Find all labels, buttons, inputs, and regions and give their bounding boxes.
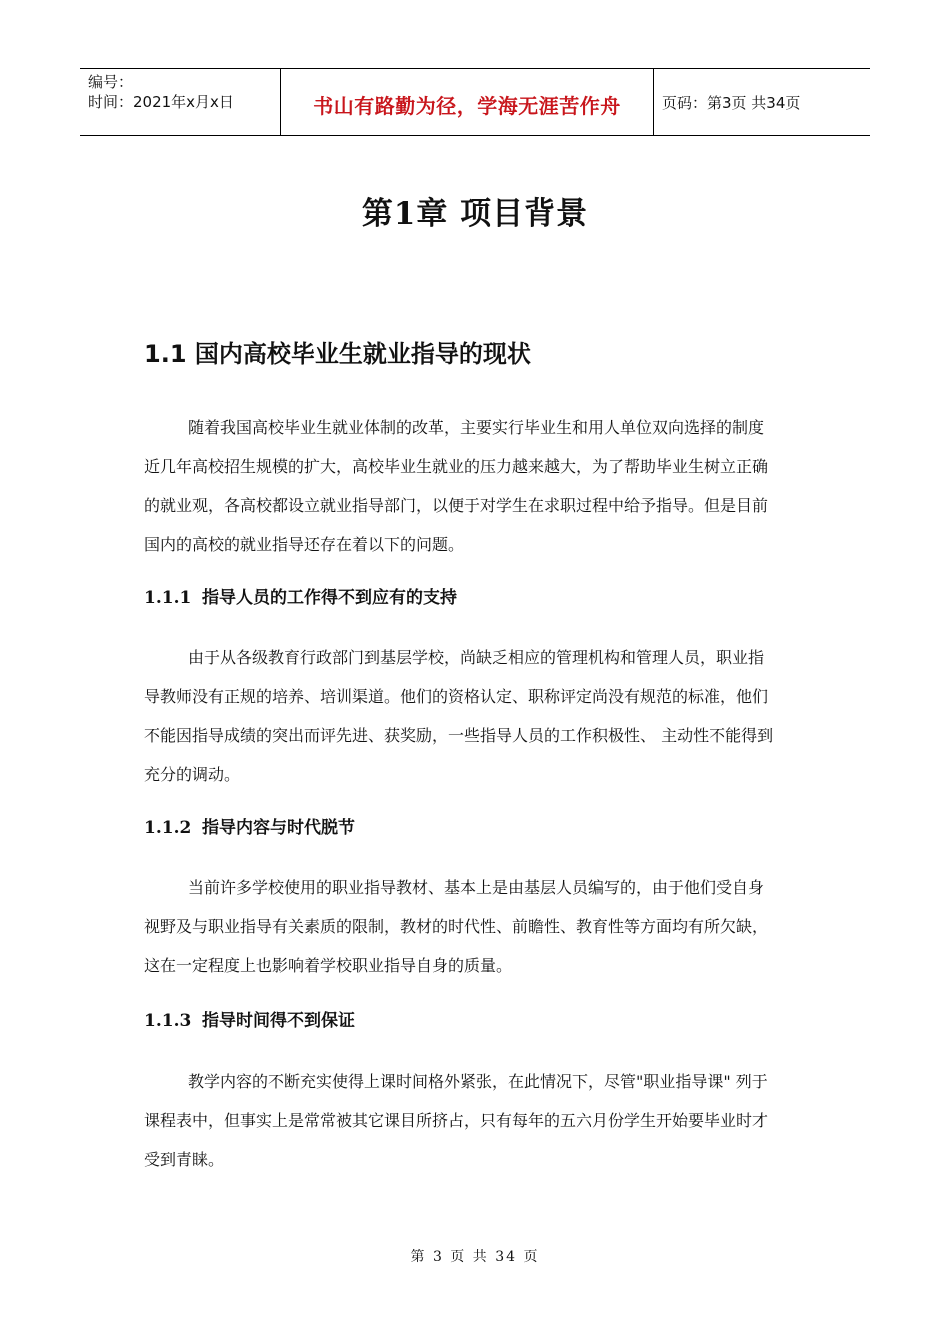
subsection-heading [144,1006,355,1031]
paragraph-line: 由于从各级教育行政部门到基层学校，尚缺乏相应的管理机构和管理人员，职业指 [188,648,765,667]
paragraph-line: 充分的调动。 [144,765,241,784]
section-title: 1.1 国内高校毕业生就业指导的现状 [144,340,531,368]
chapter-title: 第1章 项目背景 [361,196,589,232]
paragraph-line: 国内的高校的就业指导还存在着以下的问题。 [144,535,465,554]
header-motto: 书山有路勤为径，学海无涯苦作舟 [313,93,621,118]
paragraph-line: 视野及与职业指导有关素质的限制，教材的时代性、前瞻性、教育性等方面均有所欠缺， [144,917,769,936]
subsection-title: 指导时间得不到保证 [202,1011,355,1031]
subsection-heading [144,813,355,838]
paragraph-line: 这在一定程度上也影响着学校职业指导自身的质量。 [144,956,513,975]
subsection-number: 1.1.1 [144,588,192,608]
subsection-heading [144,583,457,608]
subsection-paragraph [144,638,810,794]
document-number-label: 编号： [88,73,134,91]
paragraph-line: 教学内容的不断充实使得上课时间格外紧张，在此情况下，尽管"职业指导课" 列于 [188,1072,768,1091]
subsection-paragraph [144,1062,810,1179]
header-motto-cell [281,69,654,135]
subsection-title: 指导人员的工作得不到应有的支持 [202,588,457,608]
subsection-number: 1.1.2 [144,818,192,838]
paragraph-line: 导教师没有正规的培养、培训渠道。他们的资格认定、职称评定尚没有规范的标准，他们 [144,687,769,706]
subsection-number: 1.1.3 [144,1011,192,1031]
paragraph-line: 近几年高校招生规模的扩大，高校毕业生就业的压力越来越大，为了帮助毕业生树立正确 [144,457,769,476]
subsection-title: 指导内容与时代脱节 [202,818,355,838]
section-intro-paragraph [144,408,810,564]
page-footer: 第 3 页 共 34 页 [410,1249,540,1265]
header-page-info: 页码：第3页 共34页 [662,93,801,112]
header-meta [80,69,281,135]
page-header [80,68,870,136]
paragraph-line: 不能因指导成绩的突出而评先进、获奖励，一些指导人员的工作积极性、 主动性不能得到 [144,726,774,745]
subsection-paragraph [144,868,810,985]
paragraph-line: 课程表中，但事实上是常常被其它课目所挤占，只有每年的五六月份学生开始要毕业时才 [144,1111,769,1130]
paragraph-line: 的就业观，各高校都设立就业指导部门，以便于对学生在求职过程中给予指导。但是目前 [144,496,769,515]
document-time-label: 时间：2021年x月x日 [88,93,234,111]
paragraph-line: 受到青睐。 [144,1150,225,1169]
paragraph-line: 随着我国高校毕业生就业体制的改革，主要实行毕业生和用人单位双向选择的制度 [188,418,765,437]
paragraph-line: 当前许多学校使用的职业指导教材、基本上是由基层人员编写的，由于他们受自身 [188,878,765,897]
